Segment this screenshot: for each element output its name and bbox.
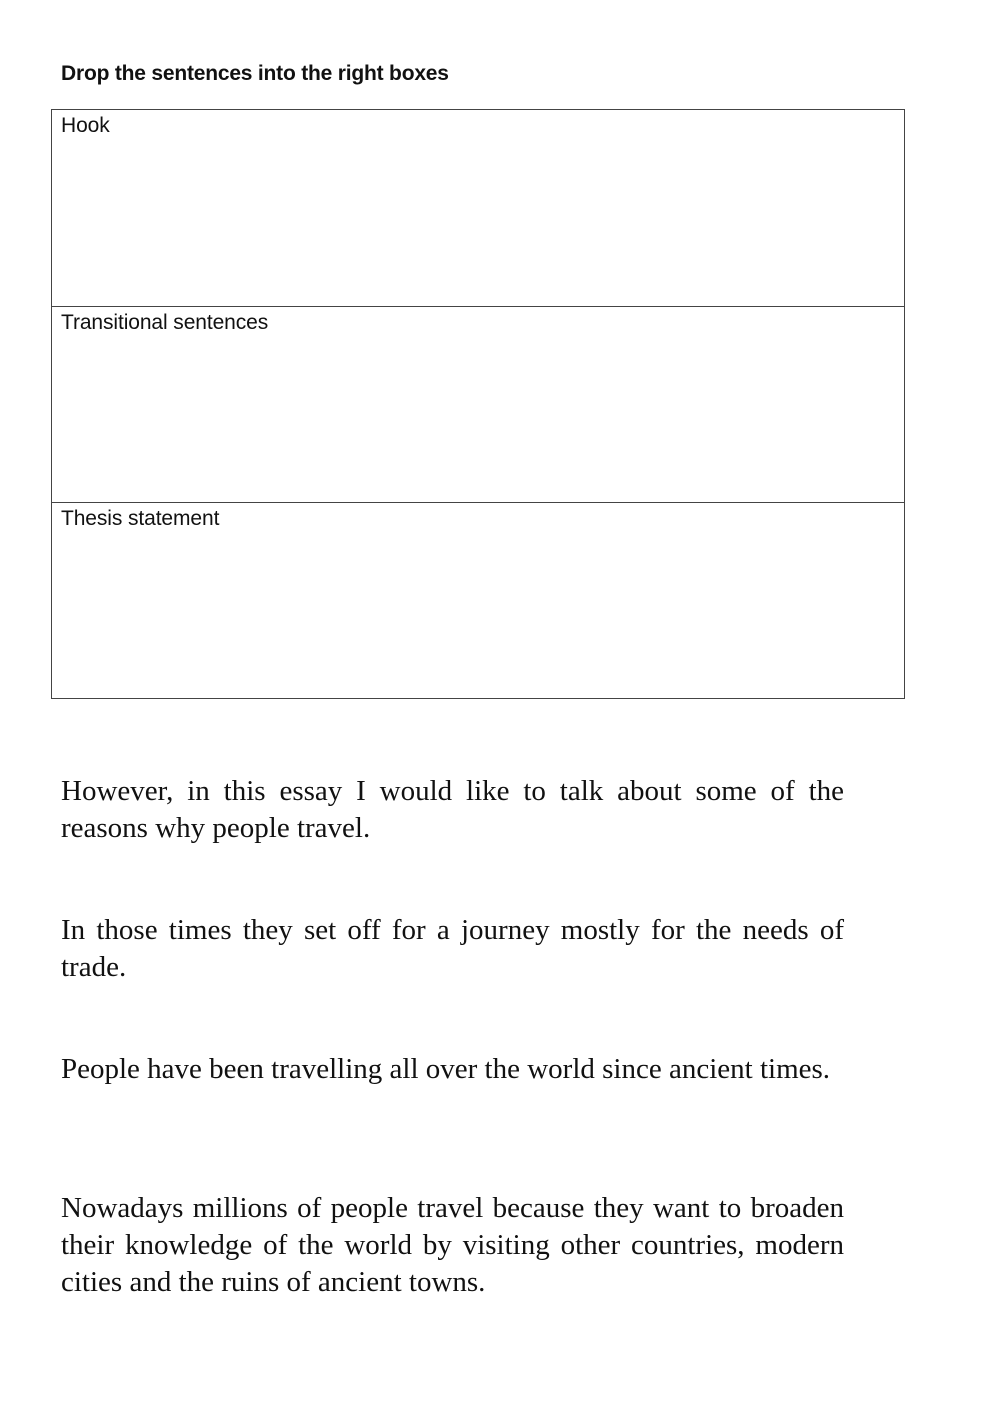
draggable-sentence[interactable]: People have been travelling all over the world since ancient times. <box>61 1053 831 1085</box>
drop-box-label: Hook <box>61 114 110 137</box>
drop-box-label: Thesis statement <box>61 507 220 530</box>
drop-zones <box>51 109 905 699</box>
draggable-sentence[interactable]: Nowadays millions of people travel because they want to broaden their knowledge of the world by visiting other countries, modern cities and the ruins of ancient towns. <box>61 1192 844 1298</box>
drop-box-hook[interactable] <box>52 110 904 307</box>
draggable-sentence[interactable]: However, in this essay I would like to talk about some of the reasons why people travel. <box>61 775 844 844</box>
draggable-sentence[interactable]: In those times they set off for a journey mostly for the needs of trade. <box>61 914 844 983</box>
drop-box-label: Transitional sentences <box>61 311 269 334</box>
drop-box-transitional-sentences[interactable] <box>52 307 904 503</box>
drop-box-thesis-statement[interactable] <box>52 503 904 698</box>
instruction-heading: Drop the sentences into the right boxes <box>61 62 449 85</box>
